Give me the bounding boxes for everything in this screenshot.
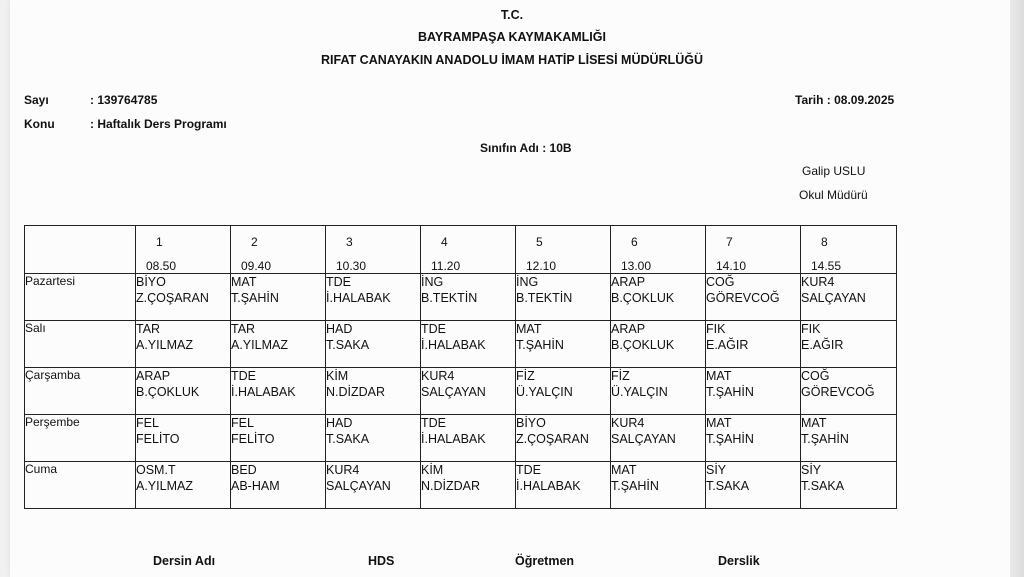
corner-cell xyxy=(25,226,136,274)
lesson-cell: BİYO Z.ÇOŞARAN xyxy=(136,274,231,321)
header-kaymakamlik: BAYRAMPAŞA KAYMAKAMLIĞI xyxy=(418,30,606,44)
lesson-cell: FEL FELİTO xyxy=(136,415,231,462)
signer-name: Galip USLU xyxy=(802,164,866,178)
lesson-cell: TDE İ.HALABAK xyxy=(516,462,611,509)
lesson-cell: TAR A.YILMAZ xyxy=(136,321,231,368)
lesson-cell: SİY T.SAKA xyxy=(706,462,801,509)
lesson-cell: FEL FELİTO xyxy=(231,415,326,462)
period-header: 1 08.50 xyxy=(136,226,231,274)
day-row xyxy=(25,462,897,509)
lesson-cell: MAT T.ŞAHİN xyxy=(801,415,897,462)
period-header: 4 11.20 xyxy=(421,226,516,274)
day-label: Cuma xyxy=(25,462,136,509)
lesson-cell: TDE İ.HALABAK xyxy=(421,415,516,462)
day-label: Pazartesi xyxy=(25,274,136,321)
lesson-cell: MAT T.ŞAHİN xyxy=(611,462,706,509)
lesson-cell: FIK E.AĞIR xyxy=(801,321,897,368)
weekly-schedule-table xyxy=(24,225,897,509)
lesson-cell: FIK E.AĞIR xyxy=(706,321,801,368)
lesson-cell: KUR4 SALÇAYAN xyxy=(611,415,706,462)
day-row xyxy=(25,274,897,321)
period-header: 2 09.40 xyxy=(231,226,326,274)
day-row xyxy=(25,368,897,415)
class-name: Sınıfın Adı : 10B xyxy=(480,141,572,155)
period-header: 6 13.00 xyxy=(611,226,706,274)
lesson-cell: BED AB-HAM xyxy=(231,462,326,509)
footer-derslik: Derslik xyxy=(718,554,760,568)
lesson-cell: BİYO Z.ÇOŞARAN xyxy=(516,415,611,462)
period-header: 5 12.10 xyxy=(516,226,611,274)
lesson-cell: KİM N.DİZDAR xyxy=(326,368,421,415)
tarih: Tarih : 08.09.2025 xyxy=(795,93,895,107)
lesson-cell: İNG B.TEKTİN xyxy=(516,274,611,321)
header-tc: T.C. xyxy=(500,8,524,22)
lesson-cell: KUR4 SALÇAYAN xyxy=(326,462,421,509)
lesson-cell: TDE İ.HALABAK xyxy=(326,274,421,321)
lesson-cell: KUR4 SALÇAYAN xyxy=(421,368,516,415)
lesson-cell: HAD T.SAKA xyxy=(326,415,421,462)
footer-hds: HDS xyxy=(368,554,395,568)
lesson-cell: COĞ GÖREVCOĞ xyxy=(706,274,801,321)
konu-value: : Haftalık Ders Programı xyxy=(90,117,227,131)
header-school: RIFAT CANAYAKIN ANADOLU İMAM HATİP LİSESİ MÜDÜRLÜĞÜ xyxy=(321,53,703,67)
lesson-cell: TDE İ.HALABAK xyxy=(231,368,326,415)
lesson-cell: MAT T.ŞAHİN xyxy=(706,415,801,462)
sayi-value: : 139764785 xyxy=(90,93,158,107)
sayi-label: Sayı xyxy=(24,93,49,107)
lesson-cell: SİY T.SAKA xyxy=(801,462,897,509)
period-header-row xyxy=(25,226,897,274)
period-header: 3 10.30 xyxy=(326,226,421,274)
lesson-cell: HAD T.SAKA xyxy=(326,321,421,368)
lesson-cell: FİZ Ü.YALÇIN xyxy=(611,368,706,415)
footer-dersin-adi: Dersin Adı xyxy=(153,554,216,568)
lesson-cell: ARAP B.ÇOKLUK xyxy=(611,321,706,368)
lesson-cell: ARAP B.ÇOKLUK xyxy=(611,274,706,321)
lesson-cell: TDE İ.HALABAK xyxy=(421,321,516,368)
lesson-cell: MAT T.ŞAHİN xyxy=(231,274,326,321)
day-row xyxy=(25,415,897,462)
day-label: Perşembe xyxy=(25,415,136,462)
lesson-cell: KİM N.DİZDAR xyxy=(421,462,516,509)
lesson-cell: OSM.T A.YILMAZ xyxy=(136,462,231,509)
period-header: 7 14.10 xyxy=(706,226,801,274)
signer-title: Okul Müdürü xyxy=(799,188,868,202)
footer-ogretmen: Öğretmen xyxy=(515,554,575,568)
lesson-cell: MAT T.ŞAHİN xyxy=(706,368,801,415)
day-label: Çarşamba xyxy=(25,368,136,415)
day-label: Salı xyxy=(25,321,136,368)
page-edge-shadow xyxy=(1010,0,1024,577)
lesson-cell: KUR4 SALÇAYAN xyxy=(801,274,897,321)
konu-label: Konu xyxy=(24,117,55,131)
lesson-cell: TAR A.YILMAZ xyxy=(231,321,326,368)
lesson-cell: FİZ Ü.YALÇIN xyxy=(516,368,611,415)
lesson-cell: İNG B.TEKTİN xyxy=(421,274,516,321)
day-row xyxy=(25,321,897,368)
lesson-cell: MAT T.ŞAHİN xyxy=(516,321,611,368)
period-header: 8 14.55 xyxy=(801,226,897,274)
lesson-cell: COĞ GÖREVCOĞ xyxy=(801,368,897,415)
lesson-cell: ARAP B.ÇOKLUK xyxy=(136,368,231,415)
